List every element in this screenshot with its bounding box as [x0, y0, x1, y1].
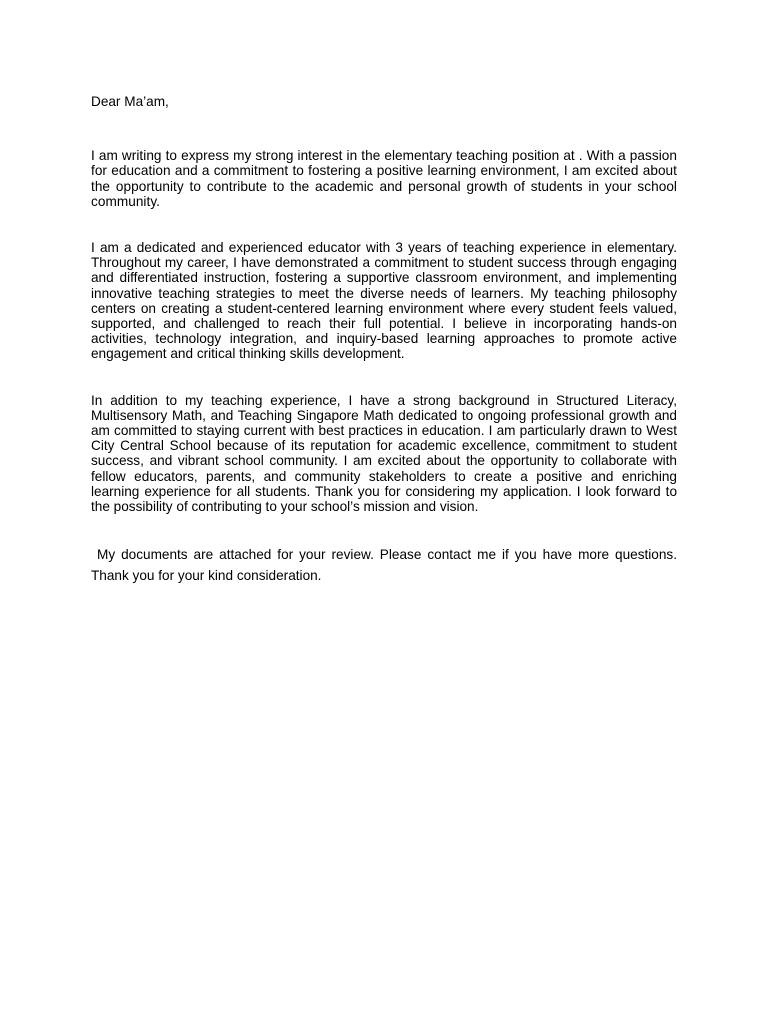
- salutation: Dear Ma’am,: [91, 94, 169, 109]
- paragraph-background: In addition to my teaching experience, I have a strong background in Structured Literacy, Multisensory Math, and Teaching Singapore Math dedicated to ongoing professional growth and am committed to staying current with best practices in education. I am particularly drawn to West City Central School because of its reputation for academic excellence, commitment to student success, and vibrant school community. I am excited about the opportunity to collaborate with fellow educators, parents, and community stakeholders to create a positive and enriching learning experience for all students. Thank you for considering my application. I look forward to the possibility of contributing to your school’s mission and vision.: [91, 392, 677, 515]
- paragraph-closing: My documents are attached for your review. Please contact me if you have more questions. Thank you for your kind consideration.: [91, 547, 677, 584]
- cover-letter: [91, 94, 677, 586]
- paragraph-experience: I am a dedicated and experienced educator with 3 years of teaching experience in elementary. Throughout my career, I have demonstrated a commitment to student success through engaging and differentiated instruction, fostering a supportive classroom environment, and implementing innovative teaching strategies to meet the diverse needs of learners. My teaching philosophy centers on creating a student-centered learning environment where every student feels valued, supported, and challenged to reach their full potential. I believe in incorporating hands-on activities, technology integration, and inquiry-based learning approaches to promote active engagement and critical thinking skills development.: [91, 240, 677, 362]
- paragraph-intro: I am writing to express my strong interest in the elementary teaching position at . With a passion for education and a commitment to fostering a positive learning environment, I am excited about the opportunity to contribute to the academic and personal growth of students in your school community.: [91, 148, 677, 209]
